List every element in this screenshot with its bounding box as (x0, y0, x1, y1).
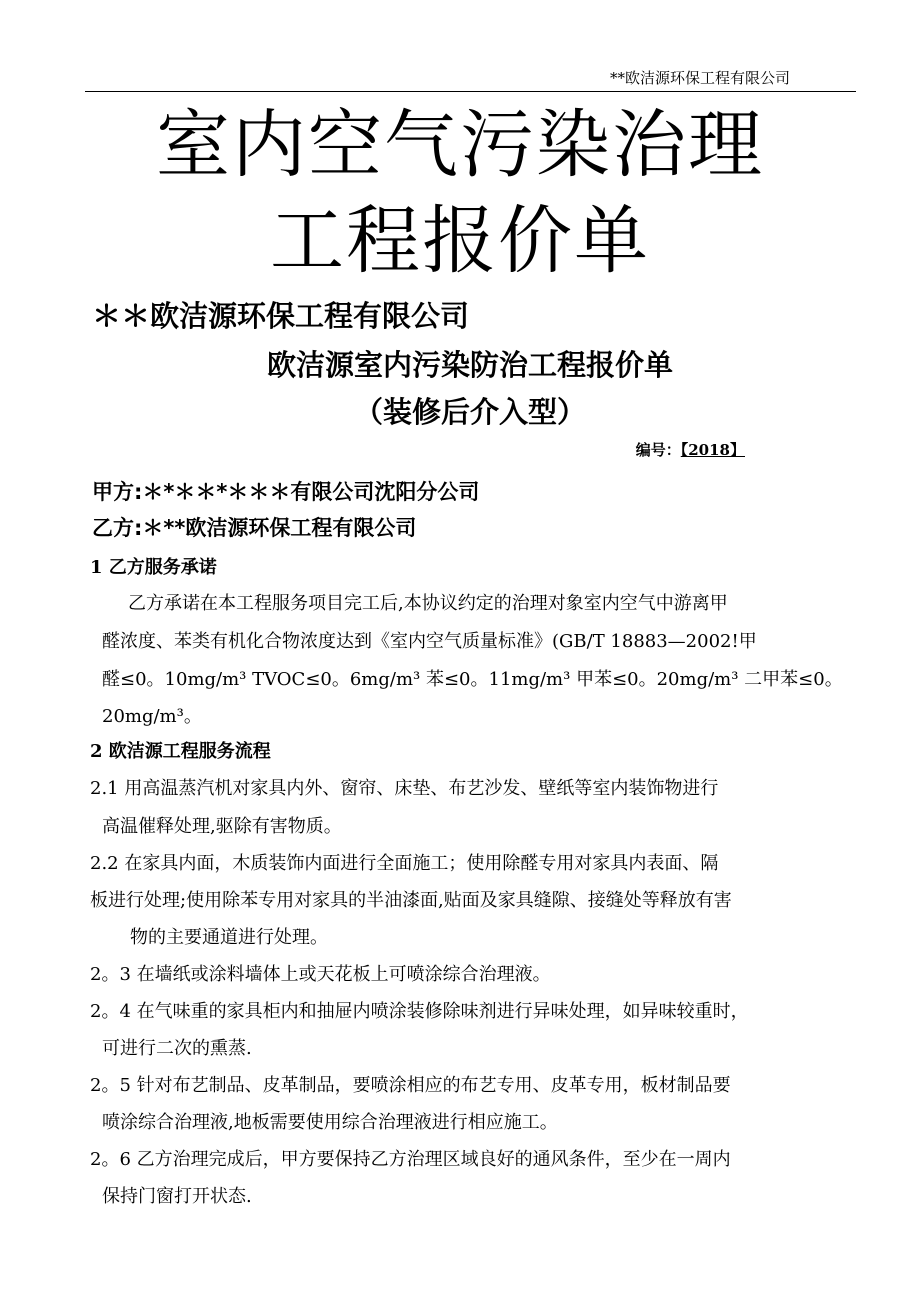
document-number-value: 【2018】 (680, 441, 745, 459)
title-line-1: 室内空气污染治理 (156, 102, 764, 188)
section-2-line: 可进行二次的熏蒸. (102, 1038, 252, 1059)
section-2-line: 保持门窗打开状态. (102, 1186, 252, 1207)
section-2-line: 2.2 在家具内面，木质装饰内面进行全面施工；使用除醛专用对家具内表面、隔 (90, 853, 719, 874)
section-2-line: 2。4 在气味重的家具柜内和抽屉内喷涂装修除味剂进行异味处理，如异味较重时， (90, 1001, 749, 1022)
company-name: ＊＊欧洁源环保工程有限公司 (92, 299, 470, 333)
section-2-line: 物的主要通道进行处理。 (130, 927, 328, 948)
document-number (636, 439, 745, 460)
document-number-label: 编号： (635, 441, 681, 459)
section-1-line: 乙方承诺在本工程服务项目完工后,本协议约定的治理对象室内空气中游离甲 (128, 593, 728, 614)
section-2-line: 2。3 在墙纸或涂料墙体上或天花板上可喷涂综合治理液。 (90, 964, 551, 985)
title-line-2: 工程报价单 (270, 198, 650, 284)
section-2-heading: 2 欧洁源工程服务流程 (90, 741, 271, 762)
section-2-line: 2。5 针对布艺制品、皮革制品，要喷涂相应的布艺专用、皮革专用，板材制品要 (90, 1075, 731, 1096)
section-1-line: 醛浓度、苯类有机化合物浓度达到《室内空气质量标准》(GB/T 18883—2002!甲 (102, 631, 757, 652)
header-rule (85, 91, 856, 92)
subtitle-line-1: 欧洁源室内污染防治工程报价单 (266, 348, 673, 382)
section-2-line: 2。6 乙方治理完成后，甲方要保持乙方治理区域良好的通风条件，至少在一周内 (90, 1149, 731, 1170)
section-1-heading: 1 乙方服务承诺 (90, 557, 217, 578)
section-2-line: 喷涂综合治理液,地板需要使用综合治理液进行相应施工。 (102, 1112, 558, 1133)
party-a: 甲方:＊*＊＊*＊＊＊有限公司沈阳分公司 (92, 480, 480, 504)
section-1-line: 醛≤0。10mg/m³ TVOC≤0。6mg/m³ 苯≤0。11mg/m³ 甲苯≤0。20mg/m³ 二甲苯≤0。 (102, 669, 843, 690)
section-2-line: 高温催释处理,驱除有害物质。 (102, 816, 342, 837)
subtitle-line-2: （装修后介入型） (353, 395, 586, 429)
header-company: **欧洁源环保工程有限公司 (609, 69, 790, 87)
section-2-line: 板进行处理;使用除苯专用对家具的半油漆面,贴面及家具缝隙、接缝处等释放有害 (90, 890, 732, 911)
party-b: 乙方:＊**欧洁源环保工程有限公司 (92, 516, 417, 540)
section-1-line: 20mg/m³。 (102, 706, 202, 727)
section-2-line: 2.1 用高温蒸汽机对家具内外、窗帘、床垫、布艺沙发、壁纸等室内装饰物进行 (90, 778, 719, 799)
